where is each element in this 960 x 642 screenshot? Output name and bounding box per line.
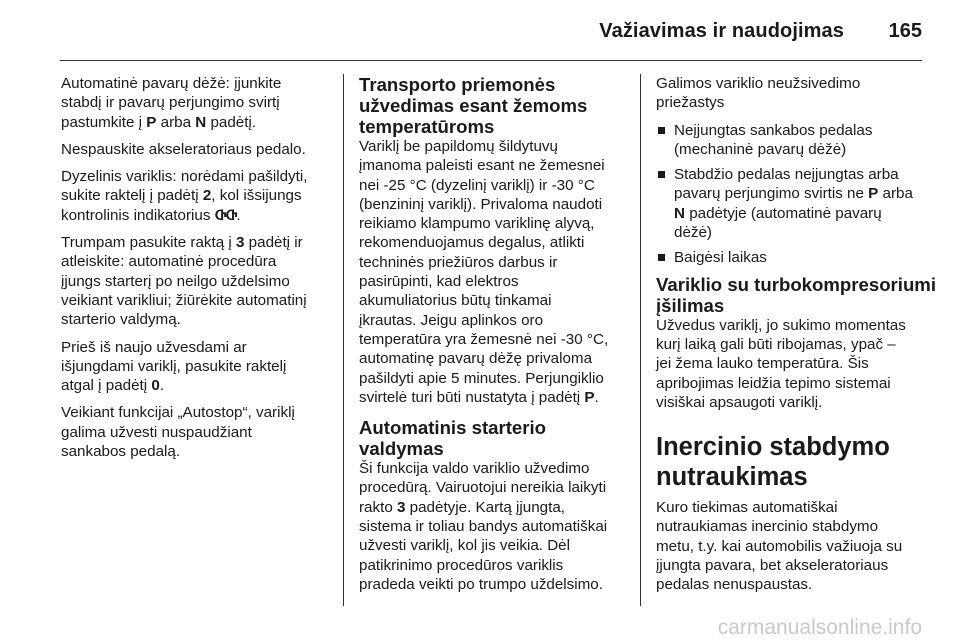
column-divider-1 (343, 74, 344, 606)
heading-automatic-starter: Automatinis starterio valdymas (359, 417, 546, 460)
page-header (0, 0, 960, 62)
paragraph-restart: Prieš iš naujo užvesdami ar išjungdami variklį, pasukite raktelį atgal į padėtį 0. (61, 338, 287, 395)
watermark: carmanualsonline.info (717, 616, 922, 639)
header-divider (60, 60, 922, 61)
paragraph-automatic-gearbox: Automatinė pavarų dėžė: įjunkite stabdį ir pavarų perjungimo svirtį pastumkite į P arba N padėtį. (61, 75, 282, 131)
heading-turbo-warmup: Variklio su turbokompresoriumi įšilimas (656, 273, 937, 316)
paragraph-automatic-starter: Ši funkcija valdo variklio užvedimo procedūrą. Vairuotojui nereikia laikyti rakto 3 padėtyje. Kartą įjungta, sistema ir toliau bandys automatiškai užvesti variklį, kol jis veikia. Dėl patikrinimo procedūros variklis pradeda veikti po trumpo uždelsimo. (359, 460, 608, 593)
list-item: Neįjungtas sankabos pedalas (mechaninė pavarų dėžė) (656, 121, 926, 160)
bullet-icon (658, 171, 665, 178)
list-item: Stabdžio pedalas neįjungtas arba pavarų perjungimo svirtis ne P arba N padėtyje (automatinė pavarų dėžė) (656, 165, 926, 242)
paragraph-low-temperature: Variklį be papildomų šildytuvų įmanoma paleisti esant ne žemesnei nei -25 °C (dyzelinį variklį) ir -30 °C (benzininį variklį). Privaloma naudoti reikiamo klampumo variklinę alyvą, rekomenduojamus degalus, atlikti techninės priežiūros darbus ir pasirūpinti, kad elektros akumuliatorius būtų tinkamai įkrautas. Jeigu aplinkos oro temperatūra yra žemesnė nei -30 °C, automatinę pavarų dėžę privaloma pašildyti apie 5 minutes. Perjungiklio svirtelė turi būti nustatyta į padėtį P. (359, 138, 609, 406)
paragraph-failure-causes: Galimos variklio neužsivedimo priežastys (656, 75, 861, 112)
bullet-icon (658, 127, 665, 134)
paragraph-turbo-warmup: Užvedus variklį, jo sukimo momentas kurį laiką gali būti ribojamas, ypač – jei žema lauko temperatūra. Šis apribojimas leidžia tepimo sistemai visiškai apsaugoti variklį. (656, 316, 906, 411)
column-1 (61, 74, 333, 469)
page-number: 165 (888, 20, 922, 42)
list-item: Baigėsi laikas (656, 248, 926, 267)
heading-low-temperature-start: Transporto priemonės užvedimas esant žemoms temperatūroms (359, 74, 588, 137)
glow-plug-icon: ႧႧ (214, 207, 237, 223)
bullet-icon (658, 254, 665, 261)
column-2 (359, 74, 627, 602)
paragraph-turn-key: Trumpam pasukite raktą į 3 padėtį ir atleiskite: automatinė procedūra įjungs starterį po neilgo uždelsimo veikiant varikliui; žiūrėkite automatinį starterio valdymą. (61, 234, 307, 329)
paragraph-diesel: Dyzelinis variklis: norėdami pašildyti, sukite raktelį į padėtį 2, kol išsijungs kontrolinis indikatorius ႧႧ. (61, 168, 308, 224)
column-divider-2 (640, 74, 641, 606)
heading-overrun-cutoff: Inercinio stabdymo nutraukimas (656, 433, 890, 492)
paragraph-overrun-cutoff: Kuro tiekimas automatiškai nutraukiamas inercinio stabdymo metu, t.y. kai automobilis važiuoja su įjungta pavara, bet akseleratoriaus pedalas nenuspaustas. (656, 499, 903, 594)
page-title: Važiavimas ir naudojimas (599, 20, 844, 42)
column-3 (656, 74, 937, 603)
paragraph-accelerator: Nespauskite akseleratoriaus pedalo. (61, 140, 306, 158)
failure-causes-list (656, 121, 926, 268)
paragraph-autostop: Veikiant funkcijai „Autostop“, variklį galima užvesti nuspaudžiant sankabos pedalą. (61, 404, 295, 461)
